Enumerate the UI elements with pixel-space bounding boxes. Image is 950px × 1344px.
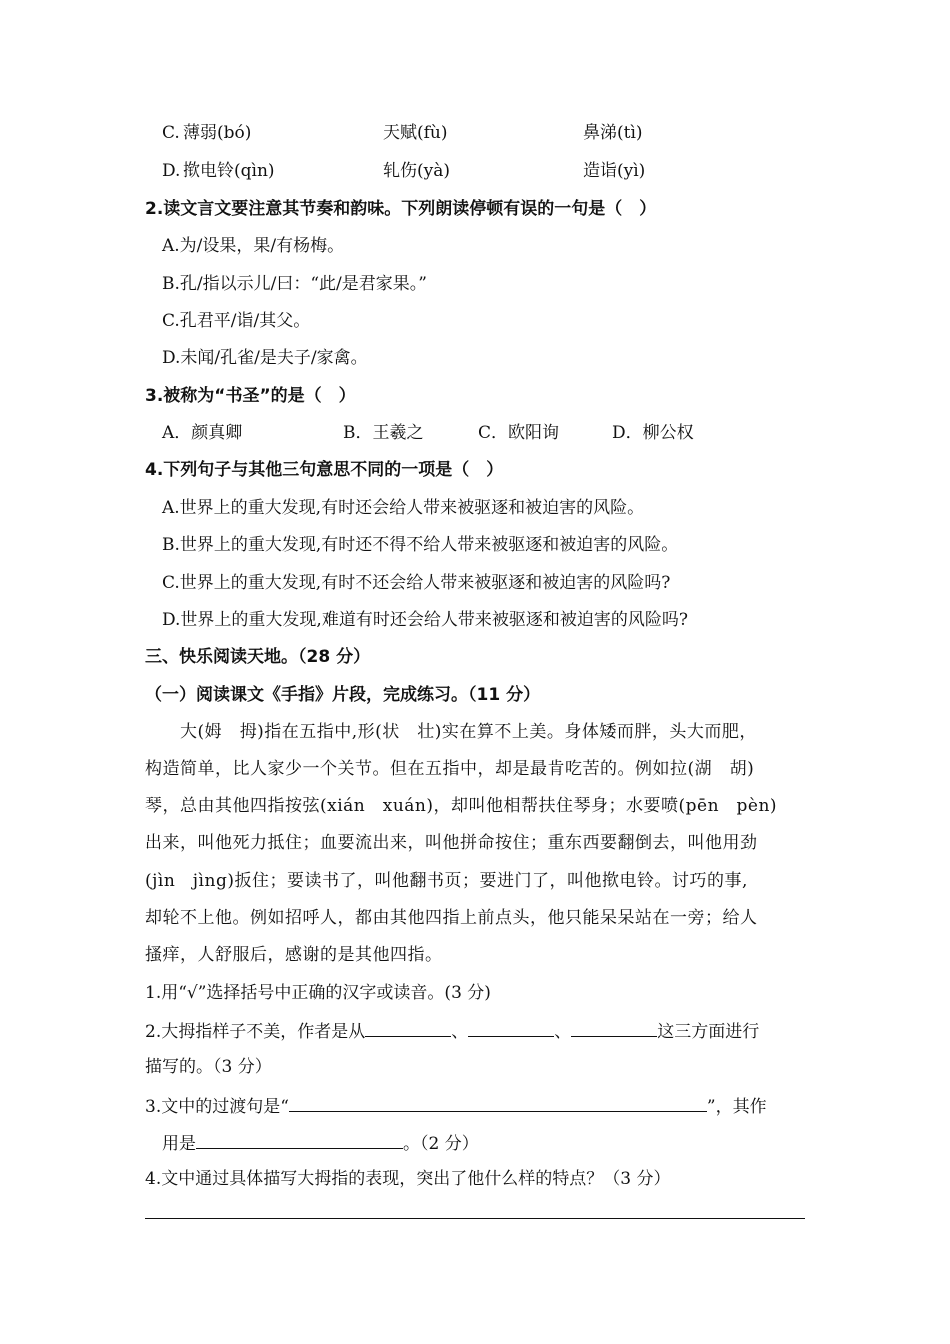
exercise-2-suffix: 这三方面进行 xyxy=(657,1022,760,1042)
exercise-2-prompt: 2.大拇指样子不美，作者是从 xyxy=(145,1022,366,1042)
q3-option-c: C．欧阳询 xyxy=(478,423,560,443)
q3-stem: 3.被称为“书圣”的是（ ） xyxy=(145,386,356,406)
exercise-2-separator-1: 、 xyxy=(451,1022,469,1042)
q2-stem: 2.读文言文要注意其节奏和韵味。下列朗读停顿有误的一句是（ ） xyxy=(145,199,657,219)
exercise-2-separator-2: 、 xyxy=(554,1022,572,1042)
q2-option-c: C.孔君平/诣/其父。 xyxy=(162,311,311,331)
q1-option-c-item-2: 天赋(fù) xyxy=(383,123,448,143)
q1-option-d-item-1: 揿电铃(qìn) xyxy=(183,161,275,181)
passage-line-5: (jìn jìng)扳住；要读书了，叫他翻书页；要进门了，叫他揿电铃。讨巧的事, xyxy=(145,871,748,891)
q2-option-b: B.孔/指以示儿/曰：“此/是君家果。” xyxy=(162,274,427,294)
section-3-title: 三、快乐阅读天地。（28 分） xyxy=(145,647,371,667)
q1-option-d-item-2: 轧伤(yà) xyxy=(383,161,451,181)
q1-option-c-item-1: 薄弱(bó) xyxy=(183,123,252,143)
exercise-1: 1.用“√”选择括号中正确的汉字或读音。(3 分) xyxy=(145,983,491,1003)
passage-line-4: 出来，叫他死力抵住；血要流出来，叫他拼命按住；重东西要翻倒去，叫他用劲 xyxy=(145,833,758,853)
exercise-2 xyxy=(145,1018,759,1044)
exercise-3-prompt: 3.文中的过渡句是“ xyxy=(145,1097,289,1117)
exercise-4: 4.文中通过具体描写大拇指的表现，突出了他什么样的特点？（3 分） xyxy=(145,1169,671,1189)
q2-option-a: A.为/设果，果/有杨梅。 xyxy=(162,236,345,256)
exercise-3-cont-suffix: 。（2 分） xyxy=(403,1134,479,1154)
q1-option-c-label: C. xyxy=(162,123,180,143)
passage-line-1: 大(姆 拇)指在五指中,形(状 壮)实在算不上美。身体矮而胖，头大而肥， xyxy=(180,722,757,742)
q1-option-d-label: D. xyxy=(162,161,181,181)
q3-option-d: D．柳公权 xyxy=(612,423,694,443)
exercise-2-continuation: 描写的。（3 分） xyxy=(145,1057,272,1077)
q1-option-d-item-3: 造诣(yì) xyxy=(583,161,646,181)
exercise-2-blank-3[interactable] xyxy=(571,1018,657,1037)
q4-stem: 4.下列句子与其他三句意思不同的一项是（ ） xyxy=(145,460,504,480)
q4-option-c: C.世界上的重大发现,有时不还会给人带来被驱逐和被迫害的风险吗? xyxy=(162,573,671,593)
passage-line-2: 构造简单，比人家少一个关节。但在五指中，却是最肯吃苦的。例如拉(湖 胡) xyxy=(145,759,755,779)
exercise-3-suffix: ”，其作 xyxy=(706,1097,767,1117)
q2-option-d: D.未闻/孔雀/是夫子/家禽。 xyxy=(162,348,368,368)
exercise-3-blank-sentence[interactable] xyxy=(289,1093,707,1112)
exercise-3-continuation xyxy=(162,1130,479,1156)
q3-option-a: A．颜真卿 xyxy=(162,423,243,443)
q4-option-d: D.世界上的重大发现,难道有时还会给人带来被驱逐和被迫害的风险吗? xyxy=(162,610,688,630)
exercise-4-answer-line[interactable] xyxy=(145,1218,805,1219)
q3-option-b: B．王羲之 xyxy=(343,423,424,443)
exercise-2-blank-1[interactable] xyxy=(365,1018,451,1037)
passage-line-7: 搔痒，人舒服后，感谢的是其他四指。 xyxy=(145,945,443,965)
passage-line-6: 却轮不上他。例如招呼人，都由其他四指上前点头，他只能呆呆站在一旁；给人 xyxy=(145,908,758,928)
exercise-3-cont-prompt: 用是 xyxy=(162,1134,196,1154)
exercise-2-blank-2[interactable] xyxy=(468,1018,554,1037)
passage-line-3: 琴，总由其他四指按弦(xián xuán)，却叫他相帮扶住琴身；水要喷(pēn pèn) xyxy=(145,796,778,816)
q4-option-b: B.世界上的重大发现,有时还不得不给人带来被驱逐和被迫害的风险。 xyxy=(162,535,679,555)
exercise-3-blank-function[interactable] xyxy=(196,1130,403,1149)
q1-option-c-item-3: 鼻涕(tì) xyxy=(583,123,643,143)
exercise-3 xyxy=(145,1093,767,1119)
section-3-subtitle: （一）阅读课文《手指》片段，完成练习。（11 分） xyxy=(145,685,541,705)
q4-option-a: A.世界上的重大发现,有时还会给人带来被驱逐和被迫害的风险。 xyxy=(162,498,645,518)
